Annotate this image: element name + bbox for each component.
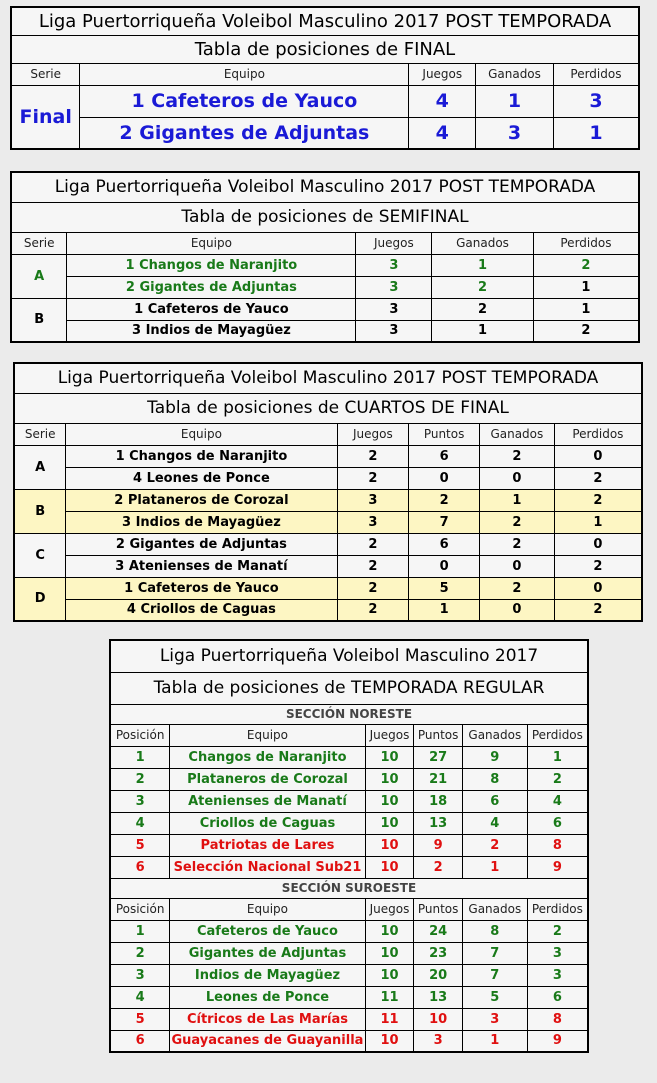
header-equipo: Equipo (66, 423, 337, 445)
table-row (14, 599, 642, 621)
ganados-cell: 1 (479, 489, 554, 511)
header-serie: Serie (11, 63, 80, 85)
team-name: Criollos de Caguas (170, 812, 365, 834)
team-name: Changos de Naranjito (170, 746, 365, 768)
table-row (14, 533, 642, 555)
juegos-cell: 10 (365, 746, 414, 768)
juegos-cell: 10 (365, 834, 414, 856)
semifinal-standings-table (10, 171, 640, 343)
ganados-cell: 1 (476, 85, 554, 117)
juegos-cell: 2 (337, 555, 409, 577)
juegos-cell: 10 (365, 920, 414, 942)
cuartos-subtitle: Tabla de posiciones de CUARTOS DE FINAL (14, 393, 642, 423)
juegos-cell: 10 (365, 942, 414, 964)
perdidos-cell: 1 (554, 511, 642, 533)
serie-label: A (11, 254, 67, 298)
semifinal-title: Liga Puertorriqueña Voleibol Masculino 2017 POST TEMPORADA (11, 172, 639, 202)
team-name: Cafeteros de Yauco (170, 920, 365, 942)
position-cell: 6 (110, 1030, 170, 1052)
team-name: 1 Cafeteros de Yauco (67, 298, 356, 320)
perdidos-cell: 0 (554, 533, 642, 555)
ganados-cell: 2 (479, 533, 554, 555)
header-juegos: Juegos (365, 724, 414, 746)
perdidos-cell: 1 (533, 276, 639, 298)
ganados-cell: 3 (462, 1008, 527, 1030)
perdidos-cell: 2 (554, 555, 642, 577)
ganados-cell: 8 (462, 920, 527, 942)
juegos-cell: 2 (337, 467, 409, 489)
header-ganados: Ganados (432, 232, 534, 254)
ganados-cell: 0 (479, 555, 554, 577)
puntos-cell: 9 (414, 834, 463, 856)
ganados-cell: 2 (432, 298, 534, 320)
header-puntos: Puntos (409, 423, 480, 445)
team-name: 1 Cafeteros de Yauco (80, 85, 409, 117)
perdidos-cell: 2 (554, 467, 642, 489)
team-name: 3 Indios de Mayagüez (67, 320, 356, 342)
perdidos-cell: 6 (527, 986, 588, 1008)
puntos-cell: 0 (409, 467, 480, 489)
ganados-cell: 1 (462, 856, 527, 878)
ganados-cell: 0 (479, 599, 554, 621)
header-puntos: Puntos (414, 898, 463, 920)
regular-subtitle: Tabla de posiciones de TEMPORADA REGULAR (110, 672, 588, 704)
juegos-cell: 3 (356, 254, 432, 276)
perdidos-cell: 8 (527, 834, 588, 856)
perdidos-cell: 4 (527, 790, 588, 812)
position-cell: 1 (110, 746, 170, 768)
table-row (14, 555, 642, 577)
juegos-cell: 3 (356, 320, 432, 342)
perdidos-cell: 1 (553, 117, 639, 149)
ganados-cell: 2 (479, 577, 554, 599)
semifinal-subtitle: Tabla de posiciones de SEMIFINAL (11, 202, 639, 232)
perdidos-cell: 2 (554, 599, 642, 621)
header-juegos: Juegos (356, 232, 432, 254)
perdidos-cell: 3 (527, 942, 588, 964)
header-perdidos: Perdidos (527, 898, 588, 920)
table-row (110, 1030, 588, 1052)
table-row (11, 254, 639, 276)
ganados-cell: 9 (462, 746, 527, 768)
ganados-cell: 5 (462, 986, 527, 1008)
table-row (110, 834, 588, 856)
header-juegos: Juegos (337, 423, 409, 445)
perdidos-cell: 3 (527, 964, 588, 986)
table-row (14, 467, 642, 489)
team-name: 1 Changos de Naranjito (66, 445, 337, 467)
puntos-cell: 6 (409, 533, 480, 555)
section-header: SECCIÓN SUROESTE (110, 878, 588, 898)
juegos-cell: 11 (365, 986, 414, 1008)
header-posicion: Posición (110, 898, 170, 920)
serie-label: Final (11, 85, 80, 149)
puntos-cell: 18 (414, 790, 463, 812)
puntos-cell: 24 (414, 920, 463, 942)
perdidos-cell: 2 (533, 320, 639, 342)
position-cell: 1 (110, 920, 170, 942)
header-equipo: Equipo (170, 898, 365, 920)
table-row (14, 489, 642, 511)
table-row (14, 577, 642, 599)
table-row (11, 276, 639, 298)
juegos-cell: 10 (365, 964, 414, 986)
juegos-cell: 10 (365, 790, 414, 812)
cuartos-title: Liga Puertorriqueña Voleibol Masculino 2017 POST TEMPORADA (14, 363, 642, 393)
header-ganados: Ganados (479, 423, 554, 445)
juegos-cell: 2 (337, 445, 409, 467)
header-perdidos: Perdidos (533, 232, 639, 254)
perdidos-cell: 9 (527, 856, 588, 878)
serie-label: C (14, 533, 66, 577)
header-posicion: Posición (110, 724, 170, 746)
table-row (11, 117, 639, 149)
table-row (110, 790, 588, 812)
table-row (110, 1008, 588, 1030)
team-name: 2 Gigantes de Adjuntas (66, 533, 337, 555)
juegos-cell: 3 (356, 276, 432, 298)
header-perdidos: Perdidos (554, 423, 642, 445)
puntos-cell: 20 (414, 964, 463, 986)
team-name: 3 Atenienses de Manatí (66, 555, 337, 577)
table-row (110, 746, 588, 768)
ganados-cell: 2 (479, 445, 554, 467)
team-name: Atenienses de Manatí (170, 790, 365, 812)
table-row (110, 920, 588, 942)
position-cell: 5 (110, 834, 170, 856)
puntos-cell: 2 (414, 856, 463, 878)
table-row (14, 445, 642, 467)
juegos-cell: 10 (365, 768, 414, 790)
table-row (110, 964, 588, 986)
table-row (14, 511, 642, 533)
perdidos-cell: 1 (533, 298, 639, 320)
position-cell: 4 (110, 812, 170, 834)
puntos-cell: 6 (409, 445, 480, 467)
puntos-cell: 13 (414, 986, 463, 1008)
position-cell: 5 (110, 1008, 170, 1030)
position-cell: 6 (110, 856, 170, 878)
juegos-cell: 2 (337, 533, 409, 555)
header-ganados: Ganados (476, 63, 554, 85)
team-name: 2 Plataneros de Corozal (66, 489, 337, 511)
final-subtitle: Tabla de posiciones de FINAL (11, 35, 639, 63)
juegos-cell: 2 (337, 577, 409, 599)
team-name: Cítricos de Las Marías (170, 1008, 365, 1030)
ganados-cell: 1 (462, 1030, 527, 1052)
table-row (11, 320, 639, 342)
header-puntos: Puntos (414, 724, 463, 746)
juegos-cell: 3 (337, 511, 409, 533)
header-perdidos: Perdidos (527, 724, 588, 746)
cuartos-standings-table (13, 362, 643, 622)
ganados-cell: 4 (462, 812, 527, 834)
perdidos-cell: 1 (527, 746, 588, 768)
perdidos-cell: 2 (533, 254, 639, 276)
header-juegos: Juegos (409, 63, 476, 85)
final-title: Liga Puertorriqueña Voleibol Masculino 2017 POST TEMPORADA (11, 7, 639, 35)
serie-label: A (14, 445, 66, 489)
table-row (11, 298, 639, 320)
puntos-cell: 3 (414, 1030, 463, 1052)
team-name: Selección Nacional Sub21 (170, 856, 365, 878)
position-cell: 3 (110, 964, 170, 986)
team-name: 4 Leones de Ponce (66, 467, 337, 489)
team-name: Guayacanes de Guayanilla (170, 1030, 365, 1052)
perdidos-cell: 0 (554, 577, 642, 599)
puntos-cell: 0 (409, 555, 480, 577)
table-row (110, 812, 588, 834)
position-cell: 2 (110, 942, 170, 964)
serie-label: B (14, 489, 66, 533)
ganados-cell: 1 (432, 254, 534, 276)
perdidos-cell: 9 (527, 1030, 588, 1052)
ganados-cell: 2 (462, 834, 527, 856)
puntos-cell: 13 (414, 812, 463, 834)
juegos-cell: 3 (356, 298, 432, 320)
header-ganados: Ganados (462, 724, 527, 746)
juegos-cell: 4 (409, 85, 476, 117)
ganados-cell: 8 (462, 768, 527, 790)
ganados-cell: 1 (432, 320, 534, 342)
juegos-cell: 11 (365, 1008, 414, 1030)
team-name: 2 Gigantes de Adjuntas (80, 117, 409, 149)
team-name: 1 Changos de Naranjito (67, 254, 356, 276)
perdidos-cell: 2 (527, 768, 588, 790)
team-name: 4 Criollos de Caguas (66, 599, 337, 621)
perdidos-cell: 2 (527, 920, 588, 942)
juegos-cell: 10 (365, 1030, 414, 1052)
header-perdidos: Perdidos (553, 63, 639, 85)
puntos-cell: 21 (414, 768, 463, 790)
perdidos-cell: 3 (553, 85, 639, 117)
ganados-cell: 7 (462, 964, 527, 986)
header-serie: Serie (14, 423, 66, 445)
header-ganados: Ganados (462, 898, 527, 920)
ganados-cell: 2 (479, 511, 554, 533)
team-name: 3 Indios de Mayagüez (66, 511, 337, 533)
perdidos-cell: 8 (527, 1008, 588, 1030)
table-row (110, 942, 588, 964)
regular-title: Liga Puertorriqueña Voleibol Masculino 2017 (110, 640, 588, 672)
section-header: SECCIÓN NORESTE (110, 704, 588, 724)
ganados-cell: 7 (462, 942, 527, 964)
ganados-cell: 0 (479, 467, 554, 489)
juegos-cell: 10 (365, 812, 414, 834)
header-equipo: Equipo (67, 232, 356, 254)
header-serie: Serie (11, 232, 67, 254)
juegos-cell: 2 (337, 599, 409, 621)
position-cell: 3 (110, 790, 170, 812)
table-row (11, 85, 639, 117)
perdidos-cell: 0 (554, 445, 642, 467)
team-name: Indios de Mayagüez (170, 964, 365, 986)
ganados-cell: 2 (432, 276, 534, 298)
puntos-cell: 27 (414, 746, 463, 768)
perdidos-cell: 2 (554, 489, 642, 511)
puntos-cell: 7 (409, 511, 480, 533)
perdidos-cell: 6 (527, 812, 588, 834)
puntos-cell: 10 (414, 1008, 463, 1030)
regular-season-standings-table (109, 639, 589, 1053)
juegos-cell: 3 (337, 489, 409, 511)
puntos-cell: 1 (409, 599, 480, 621)
table-row (110, 986, 588, 1008)
ganados-cell: 3 (476, 117, 554, 149)
header-equipo: Equipo (170, 724, 365, 746)
team-name: Plataneros de Corozal (170, 768, 365, 790)
team-name: Leones de Ponce (170, 986, 365, 1008)
puntos-cell: 2 (409, 489, 480, 511)
puntos-cell: 23 (414, 942, 463, 964)
header-equipo: Equipo (80, 63, 409, 85)
table-row (110, 768, 588, 790)
team-name: 2 Gigantes de Adjuntas (67, 276, 356, 298)
juegos-cell: 4 (409, 117, 476, 149)
serie-label: B (11, 298, 67, 342)
team-name: Patriotas de Lares (170, 834, 365, 856)
team-name: Gigantes de Adjuntas (170, 942, 365, 964)
final-standings-table (10, 6, 640, 150)
header-juegos: Juegos (365, 898, 414, 920)
position-cell: 2 (110, 768, 170, 790)
ganados-cell: 6 (462, 790, 527, 812)
table-row (110, 856, 588, 878)
team-name: 1 Cafeteros de Yauco (66, 577, 337, 599)
juegos-cell: 10 (365, 856, 414, 878)
position-cell: 4 (110, 986, 170, 1008)
serie-label: D (14, 577, 66, 621)
puntos-cell: 5 (409, 577, 480, 599)
